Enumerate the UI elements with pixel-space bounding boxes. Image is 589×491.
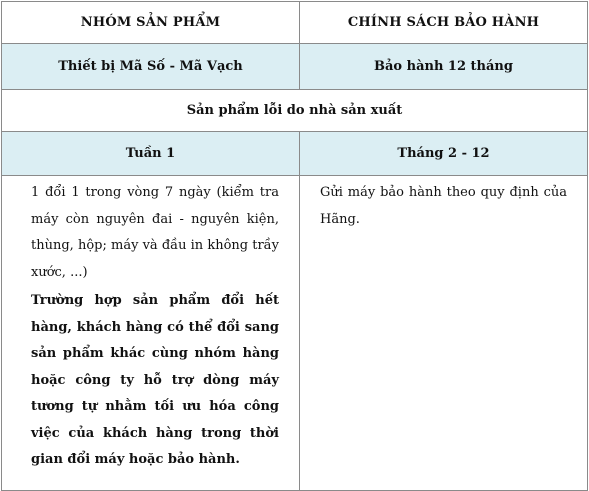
week-1-label: Tuần 1 [2,132,300,176]
week-1-exchange-text: 1 đổi 1 trong vòng 7 ngày (kiểm tra máy còn nguyên đai - nguyên kiện, thùng, hộp; máy và đầu in không trầy xước, ...) [31,185,279,280]
manufacturer-defect-label: Sản phẩm lỗi do nhà sản xuất [2,90,588,132]
month-2-12-label: Tháng 2 - 12 [300,132,588,176]
defect-row [2,90,588,132]
period-row [2,132,588,176]
week-1-details [2,176,300,491]
month-2-12-details [300,176,588,491]
warranty-policy-table [1,1,588,491]
header-warranty-policy: CHÍNH SÁCH BẢO HÀNH [300,2,588,44]
week-1-out-of-stock-text: Trường hợp sản phẩm đổi hết hàng, khách hàng có thể đổi sang sản phẩm khác cùng nhóm hàng hoặc công ty hỗ trợ dòng máy tương tự nhằm tối ưu hóa công việc của khách hàng trong thời gian đổi máy hoặc bảo hành. [31,293,279,467]
month-2-12-text: Gửi máy bảo hành theo quy định của Hãng. [320,185,567,227]
warranty-period-cell: Bảo hành 12 tháng [300,44,588,90]
details-row [2,176,588,491]
product-row [2,44,588,90]
header-product-group: NHÓM SẢN PHẨM [2,2,300,44]
header-row [2,2,588,44]
product-group-cell: Thiết bị Mã Số - Mã Vạch [2,44,300,90]
